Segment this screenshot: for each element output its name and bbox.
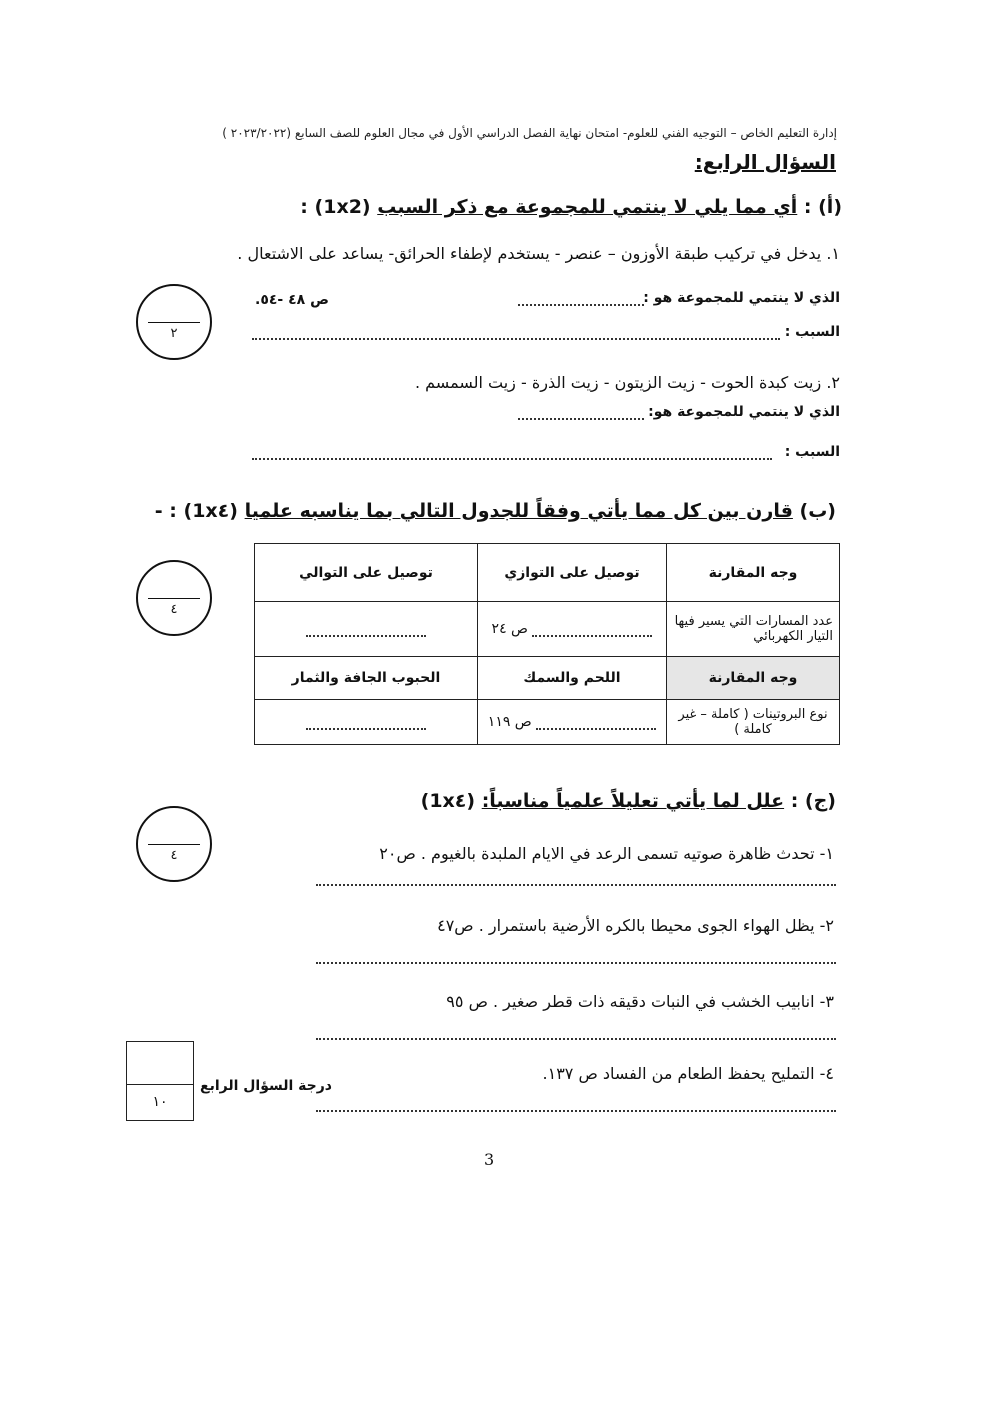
- section-a-prefix: (أ) :: [803, 196, 842, 218]
- table-answer-cell[interactable]: [478, 700, 667, 745]
- table-header-row: [255, 657, 840, 700]
- table-row: [255, 700, 840, 745]
- section-c-blank[interactable]: [316, 1038, 836, 1040]
- table-answer-cell[interactable]: [255, 602, 478, 657]
- section-a-suffix: :: [300, 196, 308, 218]
- section-a-item1: ١. يدخل في تركيب طبقة الأوزون – عنصر - يستخدم لإطفاء الحرائق- يساعد على الاشتعال .: [237, 244, 840, 263]
- section-a-item2: ٢. زيت كبدة الحوت - زيت الزيتون - زيت الذرة - زيت السمسم .: [414, 373, 840, 392]
- grade-label: درجة السؤال الرابع: [200, 1078, 332, 1094]
- section-b-suffix: : -: [154, 500, 177, 522]
- item1-reason-label: السبب :: [784, 324, 840, 340]
- item2-answer-blank[interactable]: [518, 418, 644, 420]
- table-answer-cell[interactable]: [255, 700, 478, 745]
- section-c-item: ٢- يظل الهواء الجوى محيطا بالكره الأرضية باستمرار . ص٤٧: [437, 916, 834, 935]
- table-header-cell: توصيل على التوازي: [478, 544, 667, 602]
- answer-blank[interactable]: [306, 621, 426, 637]
- answer-blank[interactable]: [306, 714, 426, 730]
- section-b-marks: (1x٤): [183, 500, 238, 522]
- page-number: 3: [484, 1150, 495, 1169]
- section-c-blank[interactable]: [316, 1110, 836, 1112]
- item1-page-ref: ص ٤٨ -٥٤.: [255, 292, 329, 308]
- question-title: السؤال الرابع:: [694, 150, 836, 174]
- section-b-score: ٤: [170, 602, 178, 617]
- section-c-blank[interactable]: [316, 884, 836, 886]
- table-header-row: [255, 544, 840, 602]
- section-c-score: ٤: [170, 848, 178, 863]
- item1-answer-blank[interactable]: [518, 304, 644, 306]
- section-a-marks: (1x2): [314, 196, 371, 218]
- section-a-score: ٢: [170, 326, 178, 341]
- table-header-cell: اللحم والسمك: [478, 657, 667, 700]
- section-a-score-circle: [136, 284, 212, 360]
- section-a-title: أي مما يلي لا ينتمي للمجموعة مع ذكر السبب: [377, 196, 798, 218]
- item2-answer-label: الذي لا ينتمي للمجموعة هو:: [648, 404, 840, 420]
- grade-divider: [127, 1084, 193, 1085]
- exam-header: إدارة التعليم الخاص – التوجيه الفني للعلوم- امتحان نهاية الفصل الدراسي الأول في مجال العلوم للصف السابع (٢٠٢٣/٢٠٢٢ ): [222, 126, 837, 140]
- section-c-marks: (1x٤): [420, 790, 476, 812]
- section-c-prefix: (ج) :: [790, 790, 836, 812]
- section-c-score-circle: [136, 806, 212, 882]
- item2-reason-label: السبب :: [784, 444, 840, 460]
- section-c-title: علل لما يأتي تعليلاً علمياً مناسباً:: [481, 790, 785, 812]
- table-cell: عدد المسارات التي يسير فيها التيار الكهربائي: [667, 602, 840, 657]
- table-cell-ref: ص ٢٤: [491, 621, 528, 637]
- table-header-cell: وجه المقارنة: [667, 544, 840, 602]
- section-c-item: ٤- التمليح يحفظ الطعام من الفساد ص ١٣٧.: [542, 1064, 834, 1083]
- table-cell: نوع البروتينات ( كاملة – غير كاملة ): [667, 700, 840, 745]
- section-b-heading: [155, 500, 836, 522]
- item1-reason-blank[interactable]: [252, 338, 780, 340]
- score-divider: [148, 844, 200, 845]
- section-b-prefix: (ب): [799, 500, 836, 522]
- score-divider: [148, 322, 200, 323]
- section-c-item: ٣- انابيب الخشب في النبات دقيقه ذات قطر صغير . ص ٩٥: [446, 992, 834, 1011]
- item1-answer-label: الذي لا ينتمي للمجموعة هو :: [643, 290, 840, 306]
- grade-box: [126, 1041, 194, 1121]
- section-b-title: قارن بين كل مما يأتي وفقاً للجدول التالي بما يناسبه علميا: [244, 500, 793, 522]
- section-c-heading: [421, 790, 836, 812]
- table-header-cell: وجه المقارنة: [667, 657, 840, 700]
- score-divider: [148, 598, 200, 599]
- table-row: [255, 602, 840, 657]
- answer-blank[interactable]: [532, 621, 652, 637]
- section-b-score-circle: [136, 560, 212, 636]
- table-header-cell: توصيل على التوالي: [255, 544, 478, 602]
- table-answer-cell[interactable]: [478, 602, 667, 657]
- section-a-heading: [300, 196, 842, 218]
- table-cell-ref: ص ١١٩: [487, 714, 532, 730]
- table-header-cell: الحبوب الجافة والثمار: [255, 657, 478, 700]
- comparison-table: [254, 543, 840, 745]
- answer-blank[interactable]: [536, 714, 656, 730]
- section-c-item: ١- تحدث ظاهرة صوتيه تسمى الرعد في الايام الملبدة بالغيوم . ص٢٠: [379, 844, 834, 863]
- item2-reason-blank[interactable]: [252, 458, 772, 460]
- grade-value: ١٠: [152, 1094, 168, 1110]
- section-c-blank[interactable]: [316, 962, 836, 964]
